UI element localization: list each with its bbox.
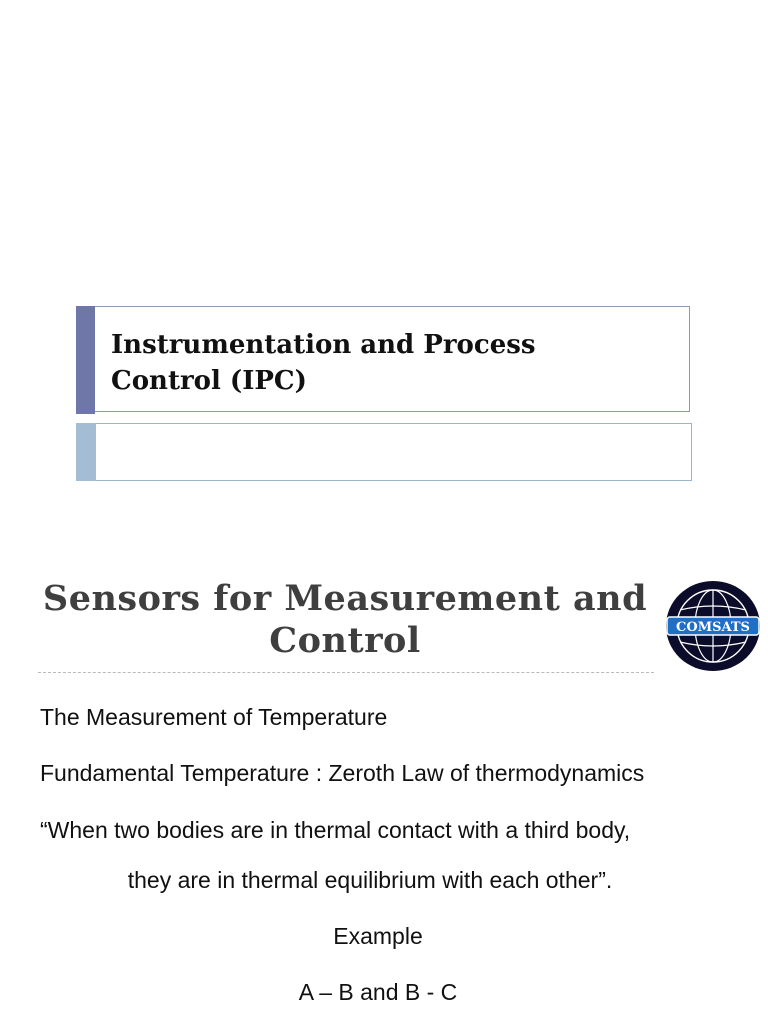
- body-line-a-b-c: A – B and B - C: [298, 979, 458, 1005]
- body-line-fundamental: Fundamental Temperature : Zeroth Law of thermodynamics: [40, 760, 645, 786]
- content-heading-line-2: Control: [269, 620, 421, 661]
- title-accent-bar: [76, 306, 95, 414]
- body-line-quote-end: they are in thermal equilibrium with each other”.: [127, 867, 613, 893]
- slide-title-line-1: Instrumentation and Process: [111, 330, 536, 360]
- body-line-example: Example: [333, 923, 423, 949]
- comsats-logo-icon: [664, 580, 762, 672]
- subtitle-accent-bar: [76, 423, 96, 481]
- heading-divider: [38, 672, 654, 673]
- slide-title-line-2: Control (IPC): [111, 366, 307, 396]
- content-heading: [30, 578, 660, 662]
- subtitle-box: [76, 423, 692, 481]
- body-line-measurement: The Measurement of Temperature: [40, 704, 388, 730]
- logo-text: COMSATS: [676, 620, 750, 635]
- slide-title: [111, 327, 536, 399]
- body-line-quote-start: “When two bodies are in thermal contact with a third body,: [40, 817, 631, 843]
- title-box: [76, 306, 690, 412]
- content-heading-line-1: Sensors for Measurement and: [42, 578, 648, 619]
